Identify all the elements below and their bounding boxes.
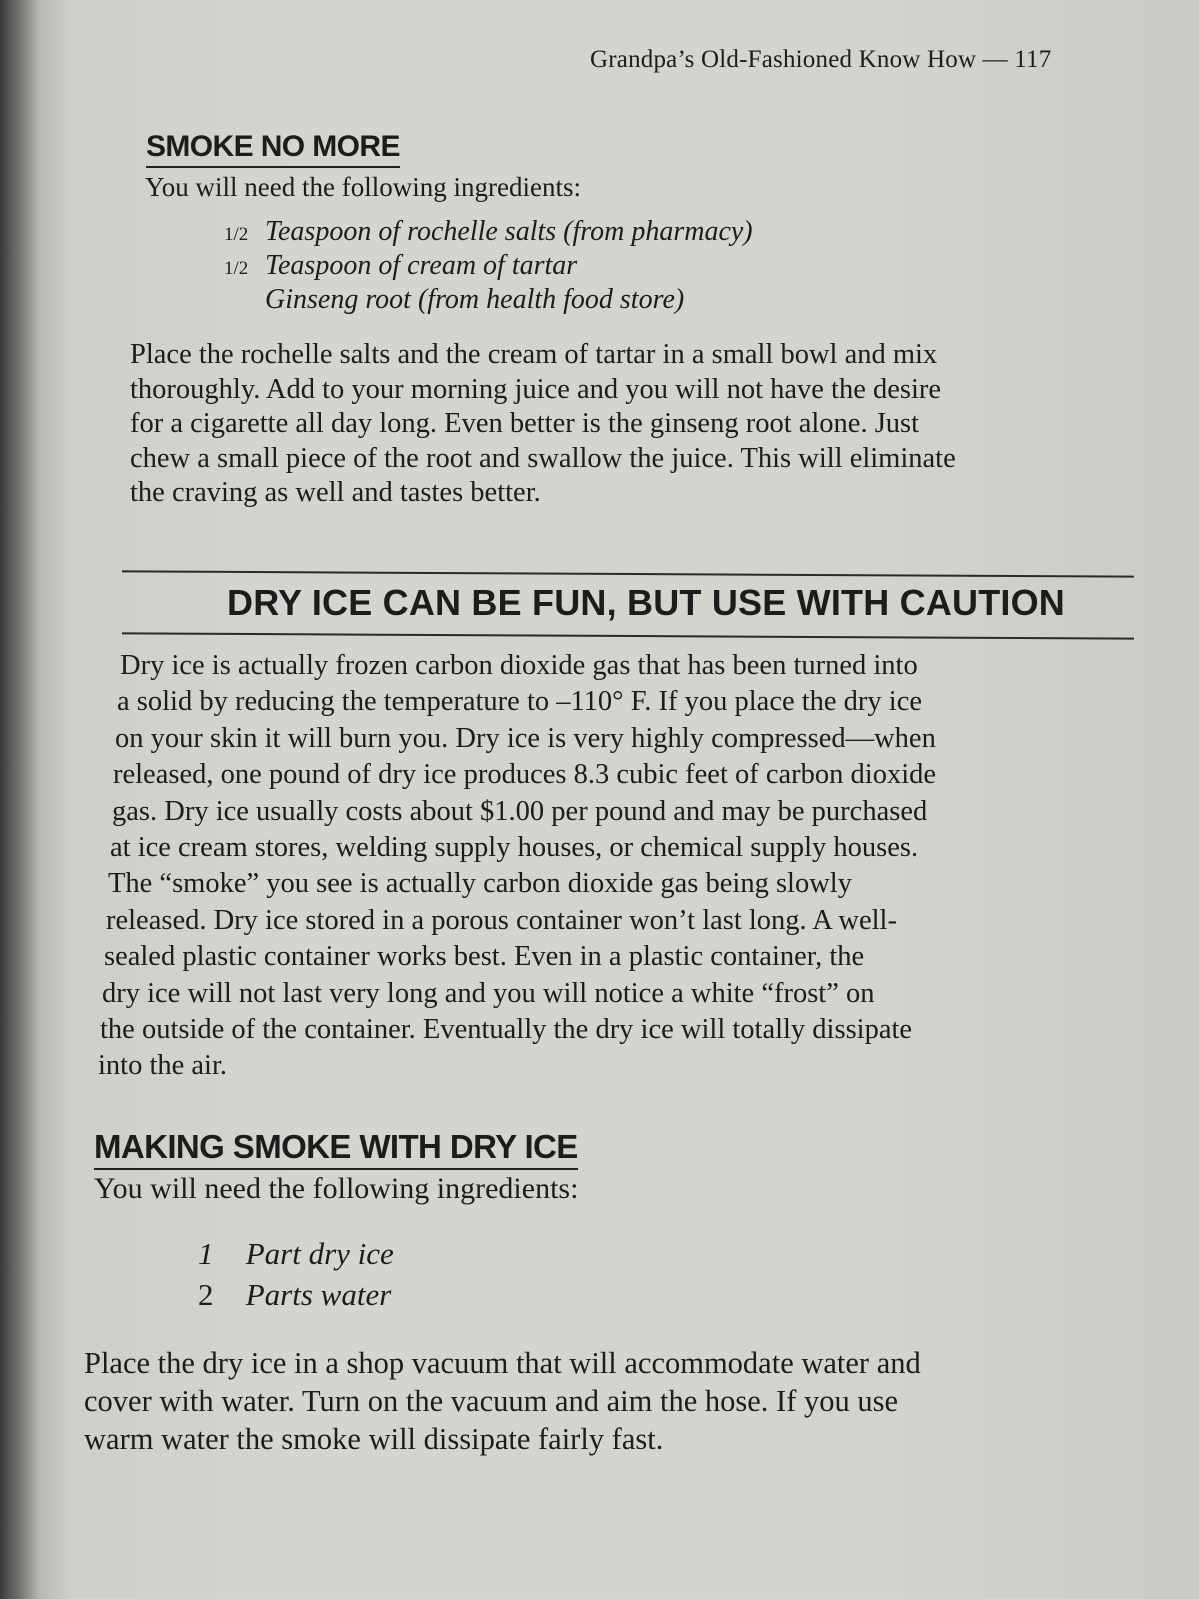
heading-text: SMOKE NO MORE — [146, 130, 400, 163]
section-banner-dry-ice — [122, 573, 1134, 637]
text-line: the outside of the container. Eventually the dry ice will totally dissipate — [100, 1014, 913, 1046]
text-line: warm water the smoke will dissipate fairly fast. — [84, 1422, 664, 1456]
text-line: released. Dry ice stored in a porous container won’t last long. A well- — [106, 904, 897, 936]
ingredient-row — [224, 250, 753, 284]
text-line: chew a small piece of the root and swallow the juice. This will eliminate — [130, 442, 956, 474]
text-line: released, one pound of dry ice produces 8.3 cubic feet of carbon dioxide — [113, 759, 937, 791]
text-line: the craving as well and tastes better. — [130, 477, 541, 509]
text-line: The “smoke” you see is actually carbon dioxide gas being slowly — [108, 868, 852, 900]
paragraph-making-smoke — [84, 1344, 921, 1458]
banner-rule-top — [122, 570, 1134, 577]
ingredient-item: Teaspoon of cream of tartar — [265, 250, 578, 281]
text-line: sealed plastic container works best. Even in a plastic container, the — [104, 941, 865, 973]
text-line: gas. Dry ice usually costs about $1.00 per pound and may be purchased — [112, 795, 928, 827]
ingredient-row — [198, 1236, 394, 1277]
ingredient-qty: 1/2 — [224, 224, 249, 245]
text-line: Place the dry ice in a shop vacuum that will accommodate water and — [84, 1346, 921, 1380]
ingredient-row — [224, 216, 753, 250]
show-through-text — [680, 128, 688, 160]
section-heading-smoke-no-more — [146, 130, 400, 164]
banner-title: DRY ICE CAN BE FUN, BUT USE WITH CAUTION — [227, 582, 1066, 623]
text-line: cover with water. Turn on the vacuum and aim the hose. If you use — [84, 1384, 899, 1418]
text-line: on your skin it will burn you. Dry ice is very highly compressed—when — [115, 722, 936, 754]
text-line: a solid by reducing the temperature to –110° F. If you place the dry ice — [117, 686, 923, 718]
text-line: Place the rochelle salts and the cream of tartar in a small bowl and mix — [130, 339, 938, 370]
paragraph-smoke-no-more — [130, 338, 956, 511]
section-heading-making-smoke — [94, 1128, 578, 1166]
text-line: Dry ice is actually frozen carbon dioxide gas that has been turned into — [120, 650, 918, 681]
running-head: Grandpa’s Old-Fashioned Know How — 117 — [590, 46, 1052, 73]
ingredient-item: Teaspoon of rochelle salts (from pharmacy) — [265, 216, 753, 247]
ingredients-list-smoke — [224, 216, 753, 318]
ingredient-row — [224, 284, 753, 318]
text-line: into the air. — [98, 1050, 228, 1082]
ingredient-item: Part dry ice — [245, 1236, 394, 1271]
text-line: thoroughly. Add to your morning juice and you will not have the desire — [130, 373, 942, 405]
heading-underline — [94, 1168, 578, 1170]
ingredient-item: Parts water — [245, 1277, 392, 1312]
text-line: for a cigarette all day long. Even better is the ginseng root alone. Just — [130, 408, 920, 440]
ingredient-qty: 2 — [198, 1277, 214, 1312]
ingredient-item: Ginseng root (from health food store) — [265, 284, 685, 315]
ingredient-qty: 1 — [198, 1236, 214, 1271]
text-line: dry ice will not last very long and you will notice a white “frost” on — [102, 977, 875, 1009]
heading-underline — [146, 166, 400, 168]
heading-text: MAKING SMOKE WITH DRY ICE — [94, 1128, 578, 1165]
banner-rule-bottom — [122, 632, 1134, 639]
ingredients-intro: You will need the following ingredients: — [94, 1172, 579, 1205]
ingredients-list-making-smoke — [198, 1236, 394, 1318]
ingredient-row — [198, 1277, 394, 1318]
text-line: at ice cream stores, welding supply houses, or chemical supply houses. — [110, 832, 919, 864]
paragraph-dry-ice — [98, 648, 937, 1085]
ingredient-qty: 1/2 — [224, 258, 249, 279]
ingredients-intro: You will need the following ingredients: — [145, 172, 581, 202]
